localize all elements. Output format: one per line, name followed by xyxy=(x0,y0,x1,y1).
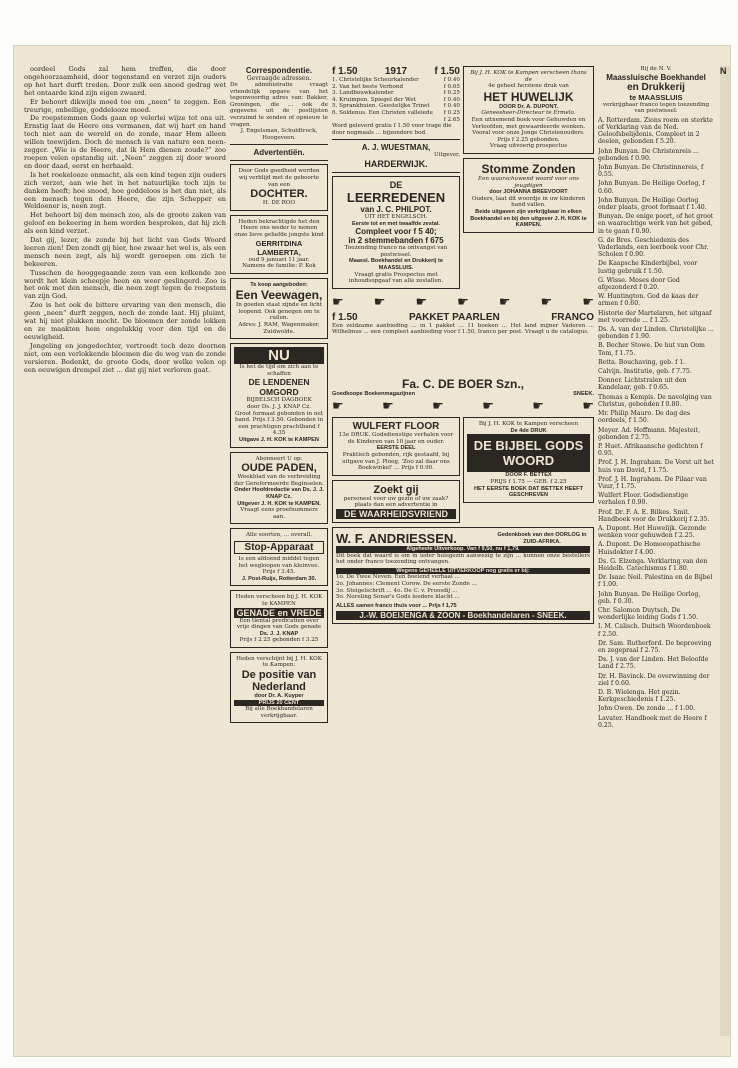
alles-line: ALLES samen franco thuis voor ... Prijs f 1,75 xyxy=(336,602,457,609)
bookshop-item: A. Dupont. De Homoeopathische Huisdokter f 4.00. xyxy=(598,541,701,556)
bookshop-item: Prof. J. H. Ingraham. De Pilaar van Vuur, f 1.75. xyxy=(598,475,707,490)
calendar-item-price: f 0.65 xyxy=(443,83,460,90)
death-announcement xyxy=(230,215,328,274)
pakket-advert xyxy=(332,312,594,415)
wegens-title: Wegens GEHEELE UITVERKOOP nog gratis er bij: xyxy=(336,568,590,575)
calendar-price-left: f 1.50 xyxy=(332,66,358,77)
sale-word: Een Veewagen, xyxy=(235,288,323,303)
bookshop-item: Bunyan. De enige poort, of het groot en waarachtige werk van het gebed, in te gaan f 0.90. xyxy=(598,213,714,235)
nu-publisher: Uitgave J. H. KOK te KAMPEN xyxy=(239,437,319,443)
wegens-item: 5o. Noreling Sonar's Gods leedere klacht ... xyxy=(336,594,460,601)
article-paragraph: oordeel Gods zal hem treffen, die door ongehoorzaamheid, door tegenstand en verzet zijn ouders op het hart durft treden. Door zulk een snood gedrag wet het ontaarde kind zijn eigen zwaard. xyxy=(24,66,226,97)
waarheid-title: DE WAARHEIDSVRIEND xyxy=(336,509,456,519)
leerredenen-top: DE xyxy=(389,179,403,190)
ernst-title: GENADE en VREDE xyxy=(234,608,324,618)
calendar-item xyxy=(332,77,460,84)
oude-top: Abonneert U op: xyxy=(255,455,303,462)
calendar-item xyxy=(332,90,460,97)
wuestman-place: HARDERWIJK. xyxy=(364,158,428,169)
positie-author: door Dr. A. Kuyper xyxy=(254,693,304,700)
positie-advert xyxy=(230,652,328,724)
calendar-item-price: f 0.40 xyxy=(443,96,460,103)
calendar-item xyxy=(332,110,460,117)
sermons-advert xyxy=(332,176,460,289)
pointing-hand-icon: ☛ xyxy=(332,399,344,415)
article-paragraph: Zoo is het ook de bittere ervaring van den mensch, die geen „neen“ durft zeggen, noch de zonde laat. Hij pluimt, wat hij niet plukken mocht. De bloemen der zonde lokken en ze maakten hem ongelukkig voor den tijd en de eeuwigheid. xyxy=(24,301,226,341)
book-advert-nu xyxy=(230,343,328,447)
calendar-price-right: f 1.50 xyxy=(434,66,460,77)
andriessen-title: W. F. ANDRIESSEN. xyxy=(336,531,457,547)
andriessen-text: Dit boek dat waard is om in ieder huisgezin aanwezig te zijn ... kunnen onze bestellers het onder franco toezending ontvangen. xyxy=(336,552,590,566)
stomme-author: door JOHANNA BREEVOORT xyxy=(489,189,568,196)
pointing-hand-icon: ☛ xyxy=(498,294,511,310)
nu-title: NU xyxy=(234,347,324,364)
pointing-hand-icon: ☛ xyxy=(332,294,344,310)
huwelijk-text: Een uitnemend boek voor Gehuwden en Verloofden, met gewaardeerde wenken. Vooral voor onze Jonge Christenouders. Prijs f 2.25 gebonden. xyxy=(471,116,586,143)
wegens-item: 1o. De Twee Neven. Een boeiend verhaal ... xyxy=(336,574,460,581)
bookshop-title-2: en Drukkerij xyxy=(627,81,685,93)
bijbel-advert xyxy=(463,417,594,503)
andriessen-sub: Gedenkboek van den OORLOG in ZUID-AFRIKA. xyxy=(497,531,587,545)
bookshop-item: Ds. J. van der Linden. Het Beloofde Land f 2.75. xyxy=(598,656,709,671)
bookshop-item: Prof. J. H. Ingraham. De Vorst uit het huis van David, f 1.75. xyxy=(598,459,714,474)
huwelijk-sub: Geneesheer-Directeur te Ermelo. xyxy=(481,110,576,117)
deboer-sub: Goedkoope Boekenmagazijnen xyxy=(332,390,415,397)
birth-text: Door Gods goedheid werden wij verblijd met de geboorte van een xyxy=(238,168,320,188)
wuestman-tag: Uitgever, xyxy=(434,152,460,159)
adverts-title: Advertentiën. xyxy=(253,148,305,158)
pakket-price: f 1.50 xyxy=(332,311,358,323)
death-name: GERRITDINA LAMBERTA, xyxy=(255,238,303,257)
ernst-sub: Een tiental predicatien over vrije dingen van Gods genade xyxy=(236,617,322,631)
calendar-item xyxy=(332,84,460,91)
huwelijk-edition: 4e geheel herziene druk van xyxy=(488,83,569,90)
adjacent-page-fragment xyxy=(720,66,730,1036)
pointing-hand-icon: ☛ xyxy=(482,399,494,415)
zoekt-gij-advert xyxy=(332,480,460,523)
pointing-hand-icon: ☛ xyxy=(457,294,469,310)
zoekt-foot: plaats dan een advertentie in xyxy=(354,502,438,509)
nu-text: Is het de tijd om zich aan te schaffen xyxy=(239,364,319,377)
marriage-book-advert xyxy=(463,66,594,154)
leerredenen-line3: in 2 stemmebanden f 675 xyxy=(348,236,444,246)
nu-book: DE LENDENEN OMGORD xyxy=(248,377,310,398)
wegens-item: 2o. Johannes: Clement Corow. De eerste Zonde ... xyxy=(336,581,477,587)
leerredenen-line2: Compleet voor f 5 40; xyxy=(355,227,437,237)
stop-foot: Is een afdoend middel tegen het wegloopen van kleinvee. Prijs f 3.45. xyxy=(238,555,320,576)
pointing-hand-icon: ☛ xyxy=(532,399,544,415)
positie-title: De positie van Nederland xyxy=(241,669,317,694)
bookshop-item: P. Huet. Afrikaansche gedichten f 0.95. xyxy=(598,442,703,458)
bookshop-item: John Bunyan. De Heilige Oorlog onder plaats, groot formaat f 1.40. xyxy=(598,196,707,212)
bookshop-item: Donner. Lichtstralen uit den Kandelaar, geb. f 0.65. xyxy=(598,377,687,392)
sale-advert xyxy=(230,278,328,340)
bijbel-title: DE BIJBEL GODS WOORD xyxy=(467,434,590,472)
calendar-item-text: 3. Landbouwkalender xyxy=(332,90,394,97)
article-paragraph: De roepstemmen Gods gaan op velerlei wijze tot ons uit. Ernstig laat de Heere ons vermanen, dat wij hart en hand toch niet aan de wereld en de zonde, maar Hem alleen willen toewijden. Doch de mensch is van nature een neen-zegger. „Wie is de Heere, dat ik Hem dienen zoude?“ zoo roepen velen opstandig uit. „Neen“ zeggen zij door woord en door daad, eerst en herhaald. xyxy=(24,114,226,170)
oude-editor: Onder Hoofdredactie van Ds. J. J. KNAP Cz. xyxy=(234,487,324,500)
pakket-franco: FRANCO xyxy=(551,311,594,323)
calendar-item-text: 6. Soldenus. Een Christen valleiede xyxy=(332,109,433,116)
calendar-item-price: f 0.40 xyxy=(443,103,460,110)
calendar-item-price: f 0.40 xyxy=(443,77,460,83)
bookshop-item: Lavater. Handboek met de Heere f 0.25. xyxy=(598,714,707,729)
bookshop-item: Dr. Sam. Rutherford. De beproeving en zegepraal f 2.75. xyxy=(598,639,712,654)
pointing-hand-icon: ☛ xyxy=(373,294,386,310)
adjacent-page-letter: N xyxy=(720,66,727,76)
stop-text: Alle soorten, ... overall. xyxy=(245,532,313,539)
oude-note: Vraagt eens proefnummers aan. xyxy=(240,507,318,520)
ernst-author: Ds. J. J. KNAP xyxy=(259,630,299,637)
leerredenen-note: Vraagt gratis Prospectus met inhoudsopgaaf van alle zestallen. xyxy=(348,271,444,285)
bookshop-item: Prof. Dr. F. A. E. Bilkes. Smit. Handboek voor de Drukkerij f 2.35. xyxy=(598,508,710,523)
death-text: Heden bekrachtigde het den Heere ons weder te nemen onze lieve geliefde jongste kind xyxy=(234,218,324,238)
sale-text: In goeden staat zijnde en licht loopend. Ook genegen om te ruilen. xyxy=(236,302,322,322)
stomme-text: Ouders, laat dit woordje in uw kinderen hand vallen. xyxy=(471,195,586,209)
calendar-item-text: 2. Van het beste Verbond xyxy=(332,83,404,90)
huwelijk-title: HET HUWELIJK xyxy=(483,89,574,104)
calendar-note: Word geleverd gratis f 1.50 voor trage die door nogmaals ... bijzondere bod. xyxy=(332,123,452,136)
calendar-item-list xyxy=(332,77,460,117)
bookshop-sub: verkrijgbaar franco tegen toezending van postwissel: xyxy=(602,101,710,115)
leerredenen-line4: Toezending franco na ontvangst van postwissel. xyxy=(344,245,448,258)
oude-publisher: Uitgever J. H. KOK te KAMPEN. xyxy=(237,500,321,507)
calendar-item-price: f 0.25 xyxy=(443,109,460,116)
deboer-place: SNEEK. xyxy=(573,390,594,397)
boeijenga-name: J.-W. BOEIJENGA & ZOON - Boekhandelaren - SNEEK. xyxy=(336,611,590,620)
leerredenen-line1: Eerste tot en met twaalfde zestal. xyxy=(352,220,440,227)
positie-price: PRIJS 20 CENT xyxy=(234,700,324,707)
bijbel-price: PRIJS f 1.75 — GEB. f 2.25 xyxy=(490,479,567,486)
stomme-foot: Beide uitgaven zijn verkrijgbaar in elken Boekhandel en bij den uitgever J. H. KOK te KAMPEN. xyxy=(470,208,587,229)
oude-sub: Weekblad van de verbreiding der Gereformeerde Beginselen. xyxy=(234,474,324,487)
stop-address: J. Post-Ruijs, Rotterdam 30. xyxy=(241,575,317,582)
wulfert-title: WULFERT FLOOR xyxy=(352,421,440,433)
calendar-year: 1917 xyxy=(384,66,408,77)
bookshop-item-list xyxy=(598,117,714,729)
bookshop-item: Ds. G. Elzenga. Verklaring van den Heidelb. Catechismus f 1.80. xyxy=(598,557,708,572)
article-column xyxy=(24,66,226,1036)
bookshop-item: Chr. Salomon Duytsch. De wonderlijke leiding Gods f 1.50. xyxy=(598,606,699,622)
bookshop-item: Calvijn. Institutie, geb. f 7.75. xyxy=(598,368,692,376)
bookshop-item: D. B. Wielenga. Het gezin. Kerkgeschiedenis f 1.25. xyxy=(598,689,681,704)
stop-title: Stop-Apparaat xyxy=(234,541,324,554)
nu-author: door Ds. J. J. KNAP Cz. xyxy=(246,404,312,411)
bookshop-item: Betta. Bouchaving, geb. f 1. xyxy=(598,358,686,366)
wulfert-book: EERSTE DEEL xyxy=(376,445,416,452)
huwelijk-author: DOOR Dr. A. DUPONT. xyxy=(499,103,558,110)
bookshop-item: Meyer. Ad. Hoffmann. Majesteit, gebonden f 2.75. xyxy=(598,426,701,441)
article-paragraph: Het behoort bij den mensch zoo, als de groote zaken van geloof en bekeering in hem worden besproken, dat hij zich als een kind verzet. xyxy=(24,211,226,236)
calendar-total: f 2.65 xyxy=(443,116,460,123)
birth-parents: H. DE ROO xyxy=(262,200,296,207)
pointing-hand-icon: ☛ xyxy=(540,294,553,310)
bookshop-title-3: te MAASSLUIS xyxy=(629,92,683,102)
calendar-item-text: 4. Kruimpen. Spiegel der Wet xyxy=(332,96,416,103)
calendar-item xyxy=(332,103,460,110)
ernst-top: Heden verscheen bij J. H. KOK te KAMPEN xyxy=(235,594,323,607)
pakket-text: Een zeldzame aanbieding ... in 1 pakket ... 11 boeken ... Het land mijner Vaderen ... Wilhelmus ... een compleet aanbieding voor f 1.50, franco per post. Vraagt u de catalogus. xyxy=(332,322,594,336)
article-paragraph: Is het roekelooze onmacht, als een kind tegen zijn ouders zich verzet, aan wie het in het natuurlijke toch zijn te danken heeft; hoe snood, hoe goddeloos is het dan niet, als een mensch tegen den Heere, die zijn Schepper en Weldoener is, neen zegt. xyxy=(24,170,226,211)
bookshop-item: W. Huntington. God de kaas der armen f 0.60. xyxy=(598,293,699,308)
article-paragraph: Jongeling en jongedochter, vertroedt toch deze doornen niet, om een verlokkende bloemen die de weg van de zonde versieren. Bedenkt, de groote Gods, door welke velen op een eeuwigen drempel ziet ... dat gij niet verloren gaat. xyxy=(24,341,226,374)
bookshop-item: John Owen. De zonde ... f 1.00. xyxy=(598,705,696,713)
bookshop-item: I. M. Calisch. Duitsch Woordenboek f 2.50. xyxy=(598,623,711,638)
correspondence-title: Correspondentie. xyxy=(245,66,313,75)
ernst-price: Prijs f 2.25 gebonden f 3.25 xyxy=(239,637,319,644)
article-paragraph: Tusschen de hooggegaande zeen van een kolkende zee wordt het klein scheepje heen en weer geslingerd. Zoo is het ook met den mensch, die neen zegt tegen de roepstem van zijn God. xyxy=(24,268,226,301)
wegens-item-list xyxy=(336,574,590,600)
newspaper-page xyxy=(14,46,730,1056)
bookshop-title-1: Maassluische Boekhandel xyxy=(606,72,706,82)
calendar-item-text: 5. Sprankbuien. Geestelijke Trinet xyxy=(332,103,430,110)
bookshop-item: John Bunyan. De Christenreis ... gebonden f 0.90. xyxy=(598,147,699,162)
death-signature: Namens de familie: P. Kok xyxy=(242,263,316,270)
bookshop-item: B. Becher Stowe. De hut van Oom Tom, f 1.75. xyxy=(598,342,705,357)
bookshop-item: A. Rotterdam. Zions roem en sterkte of Verklaring van de Ned. Geloofsbelijdenis. Compleet in 2 deelen, gebonden f 5.20. xyxy=(598,116,713,146)
bookshop-item: John Bunyan. De Heilige Oorlog, f 0.60. xyxy=(598,180,705,195)
sale-title: Te koop aangeboden: xyxy=(250,281,308,288)
correspondence-subtitle: Gevraagde adressen. xyxy=(246,75,312,82)
stomme-zonden-advert xyxy=(463,158,594,233)
bookshop-item: Thomas a Kempis. De navolging van Christus, gebonden f 0.80. xyxy=(598,393,712,408)
andriessen-advert xyxy=(332,527,594,624)
pointing-hand-icon: ☛ xyxy=(382,399,394,415)
death-detail: oud 9 januari 11 jaar. xyxy=(248,256,310,263)
huwelijk-top: Bij J. H. KOK te Kampen verscheen thans de xyxy=(470,70,587,83)
magazine-advert xyxy=(230,452,328,525)
bookshop-item: Historie der Martelaren, het uitgaaf met voorrede ... f 1.25. xyxy=(598,309,712,324)
bookshop-item: A. Dupont. Het Huwelijk. Gezonde wenken voor gehuwden f 2.25. xyxy=(598,524,707,540)
correspondence-signature: J. Engelsman, Schuldtrock, Hoogeveen. xyxy=(240,128,318,141)
bookshop-item: John Bunyan. De Christinnereis, f 0.55. xyxy=(598,164,704,179)
nu-sub: BIJBELSCH DAGBOEK xyxy=(246,397,312,404)
wegens-item: 3o. Steigelschrift ... 4o. De C. v. Proosdij ... xyxy=(336,587,458,594)
bijbel-top: Bij J. H. KOK te Kampen verscheen xyxy=(478,421,579,428)
bookshop-item: Ds. A. van der Linden. Christelijke ... gebonden f 1.90. xyxy=(598,326,714,341)
andriessen-line: Algeheele Uitverkoop. Van f 9,50, nu f 1,79. xyxy=(336,546,590,553)
pakket-title: PAKKET PAARLEN xyxy=(409,311,500,323)
bookshop-top: Bij de N. V. xyxy=(640,66,672,72)
calendar-item-price: f 0.25 xyxy=(443,90,460,97)
oude-title: OUDE PADEN, xyxy=(241,462,317,475)
birth-announcement xyxy=(230,164,328,210)
correspondence-text: De administratie vraagt vriendelijk opgave van het tegenwoordig adres van: Bakker, Groningen, die ... ook de gegevens uit de postlijsten verzuimd te zenden of opnieuw te vragen. xyxy=(230,82,328,128)
zoekt-sub: personeel voor uw gezin of uw zaak? xyxy=(343,495,449,502)
birth-word: DOCHTER. xyxy=(250,188,308,201)
pointing-hand-icon: ☛ xyxy=(582,399,594,415)
sermon-advert xyxy=(230,590,328,648)
bookshop-item: G. Wisse. Moses door God afgezonderd f 0.20. xyxy=(598,276,680,292)
wulfert-floor-advert xyxy=(332,417,460,476)
calendar-advert xyxy=(332,66,460,293)
article-paragraph: Er behoort dikwijls moed toe om „neen“ te zeggen. Een treurige, onheilige, goddelooze moed. xyxy=(24,97,226,114)
stomme-title: Stomme Zonden xyxy=(481,161,576,176)
bookshop-item: De Kaapsche Kinderbijbel, voor lustig gebruik f 1.50. xyxy=(598,260,698,275)
wulfert-sub: 13e DRUK. Godsdienstige verhalen voor de Kinderen van 10 jaar en ouder. xyxy=(338,432,454,445)
leerredenen-title: LEERREDENEN xyxy=(346,189,446,205)
bijbel-author: DOOR F. BETTEX xyxy=(505,472,552,479)
wuestman-name: A. J. WUESTMAN, xyxy=(361,143,431,153)
positie-top: Heden verschijnt bij J. H. KOK te Kampen: xyxy=(236,655,322,669)
sale-address: Adres: J. RAM, Wagenmaker, Zuidwolde. xyxy=(238,322,320,335)
pointing-hand-icon: ☛ xyxy=(415,294,428,310)
bookshop-item: Mr. Philip Mauro. De dag des oordeels, f 1.50. xyxy=(598,410,691,425)
bookshop-item: Dr. H. Bavinck. De overwinning der ziel f 0.60. xyxy=(598,672,710,687)
zoekt-title: Zoekt gij xyxy=(373,483,419,496)
deboer-name: Fa. C. DE BOER Szn., xyxy=(401,376,524,391)
bookshop-column xyxy=(598,66,714,1036)
bookshop-item: John Bunyan. De Heilige Oorlog, geb. f 0.30. xyxy=(598,590,701,605)
stop-advert xyxy=(230,528,328,586)
bookshop-item: Dr. Isaac Neil. Palestina en de Bijbel f 1.00. xyxy=(598,574,713,589)
bijbel-foot: HET EERSTE BOEK DAT BETTEX HEEFT GESCHREVEN xyxy=(474,485,583,499)
leerredenen-sub: UIT HET ENGELSCH. xyxy=(364,213,428,220)
stomme-sub: Een waarschuwend woord voor ons jeugdigen xyxy=(478,175,579,189)
calendar-item-text: 1. Christelijke Scheurkalender xyxy=(332,77,419,83)
nu-note: Groot formaat gebonden in net band. Prijs f 3.50. Gebonden in een prachtigen prachtband f 4.35 xyxy=(234,410,324,437)
pointing-hand-icon: ☛ xyxy=(432,399,444,415)
bijbel-edition: De 4de DRUK xyxy=(510,427,547,434)
huwelijk-note: Vraag uitvoerig prospectus xyxy=(489,143,568,150)
bookshop-item: Wulfert Floor. Godsdienstige verhalen f 0.90. xyxy=(598,492,689,507)
advert-column-center xyxy=(332,66,594,1036)
leerredenen-foot: Maassl. Boekhandel en Drukkerij te MAASSLUIS. xyxy=(349,258,443,271)
positie-foot: Bij alle Boekhandelaren verkrijgbaar. xyxy=(245,706,313,719)
pointing-hand-icon: ☛ xyxy=(582,294,594,310)
calendar-item xyxy=(332,97,460,104)
wulfert-text: Praktisch gebonden, rijk gestaafd, bij uitgave van J. Ploeg, 'Zoo zal daar ons Boekwinkel' ... Prijs f 0.90. xyxy=(342,452,450,472)
bookshop-item: G. de Bres. Geschiedenis des Vaderlands, een leerboek voor Chr. Scholen f 0.90. xyxy=(598,236,709,259)
leerredenen-author: van J. C. PHILPOT. xyxy=(360,204,432,214)
article-paragraph: Dat gij, lezer, de zonde bij het licht van Gods Woord leeren zien! Den zondt gij hier, hoe zwaar het wel is, als een mensch neen zegt, als hij wordt geroepen om zich te bekeeren. xyxy=(24,236,226,268)
advert-column-left xyxy=(230,66,328,1036)
